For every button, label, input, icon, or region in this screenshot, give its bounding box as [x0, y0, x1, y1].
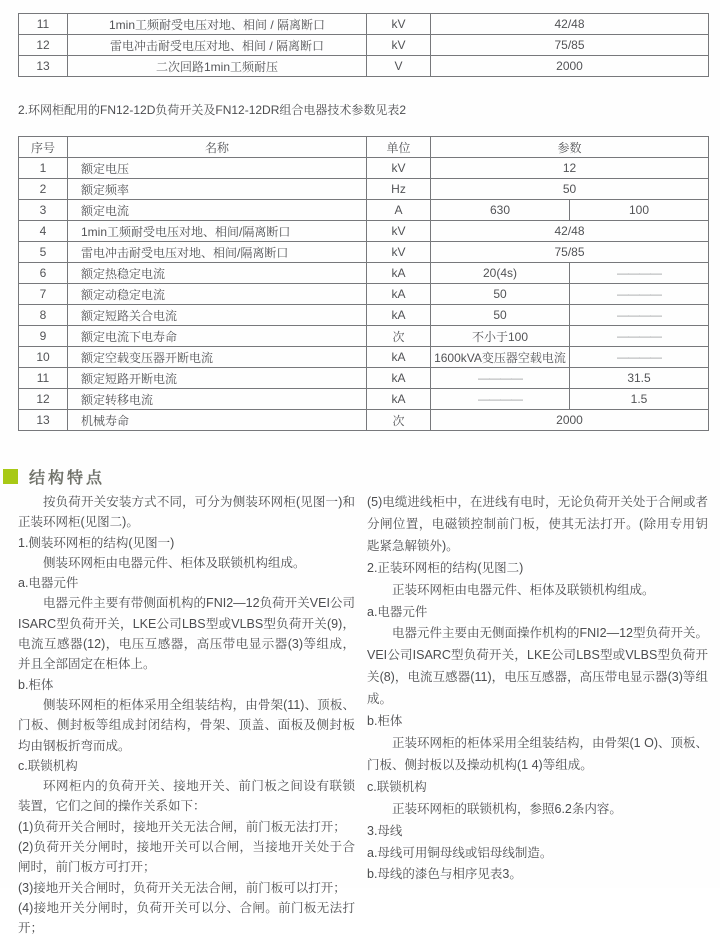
cell-no: 9	[19, 326, 68, 347]
cell-param-a: 50	[431, 284, 570, 305]
table-row	[19, 221, 709, 242]
cell-param-a: 不小于100	[431, 326, 570, 347]
paragraph: 侧装环网柜由电器元件、柜体及联锁机构组成。	[43, 555, 306, 570]
cell-no: 7	[19, 284, 68, 305]
cell-unit: kV	[367, 35, 431, 56]
cell-unit: 次	[367, 410, 431, 431]
cell-unit: kA	[367, 347, 431, 368]
cell-name: 额定电压	[68, 158, 367, 179]
cell-no: 11	[19, 14, 68, 35]
cell-param-a: ————	[431, 389, 570, 410]
cell-param-b: ————	[570, 263, 709, 284]
cell-unit: kA	[367, 263, 431, 284]
table-row	[19, 305, 709, 326]
paragraph: 正装环网柜由电器元件、柜体及联锁机构组成。	[392, 582, 655, 597]
cell-unit: kV	[367, 14, 431, 35]
table-row	[19, 368, 709, 389]
table-row	[19, 242, 709, 263]
cell-param: 2000	[431, 410, 709, 431]
cell-unit: A	[367, 200, 431, 221]
header-unit: 单位	[367, 137, 431, 158]
cell-unit: kA	[367, 389, 431, 410]
header-name: 名称	[68, 137, 367, 158]
section-title: 结构特点	[29, 470, 106, 487]
table-row	[19, 326, 709, 347]
cell-param: 42/48	[431, 14, 709, 35]
cell-unit: kV	[367, 221, 431, 242]
cell-no: 6	[19, 263, 68, 284]
cell-param-a: 630	[431, 200, 570, 221]
cell-unit: kA	[367, 368, 431, 389]
paragraph: 环网柜内的负荷开关、接地开关、前门板之间设有联锁装置，它们之间的操作关系如下：	[18, 779, 355, 814]
cell-no: 13	[19, 56, 68, 77]
cell-param: 12	[431, 158, 709, 179]
section-header	[3, 465, 105, 488]
cell-name: 额定短路开断电流	[68, 368, 367, 389]
paragraph: 电器元件主要由无侧面操作机构的FNI2—12型负荷开关。VEI公司ISARC型负荷开关，LKE公司LBS型或VLBS型负荷开关(8)，电流互感器(11)，电压互感器，高压带电显示器(3)等组成。	[367, 626, 708, 707]
cell-param: 75/85	[431, 242, 709, 263]
paragraph: a.电器元件	[18, 576, 79, 591]
cell-no: 12	[19, 35, 68, 56]
paragraph: (4)接地开关分闸时，负荷开关可以分、合闸。前门板无法打开；	[18, 900, 355, 936]
cell-param-b: ————	[570, 305, 709, 326]
left-text-column	[18, 492, 355, 939]
cell-name: 额定电流	[68, 200, 367, 221]
table-row	[19, 179, 709, 200]
table-row	[19, 263, 709, 284]
cell-no: 3	[19, 200, 68, 221]
cell-param-b: ————	[570, 347, 709, 368]
paragraph: (3)接地开关合闸时，负荷开关无法合闸，前门板可以打开；	[18, 880, 346, 895]
table-row	[19, 56, 709, 77]
cell-name: 额定电流下电寿命	[68, 326, 367, 347]
cell-param: 2000	[431, 56, 709, 77]
table-1-partial	[18, 13, 709, 77]
paragraph: 电器元件主要有带侧面机构的FNI2—12负荷开关VEI公司ISARC型负荷开关，LKE公司LBS型或VLBS型负荷开关(9)，电流互感器(12)，电压互感器，高压带电显示器(3)等组成，并且全部固定在柜体上。	[18, 596, 355, 672]
cell-name: 额定动稳定电流	[68, 284, 367, 305]
cell-no: 13	[19, 410, 68, 431]
table2-caption: 2.环网柜配用的FN12-12D负荷开关及FN12-12DR组合电器技术参数见表2	[18, 103, 407, 117]
paragraph: 1.侧装环网柜的结构(见图一)	[18, 535, 175, 550]
cell-unit: 次	[367, 326, 431, 347]
cell-param-b: ————	[570, 326, 709, 347]
paragraph: 侧装环网柜的柜体采用全组装结构，由骨架(11)、顶板、门板、侧封板等组成封闭结构，骨架、顶盖、面板及侧封板均由钢板折弯而成。	[18, 697, 355, 753]
paragraph: (5)电缆进线柜中，在进线有电时，无论负荷开关处于合闸或者分闸位置，电磁锁控制前门板，使其无法打开。(除用专用钥匙紧急解锁外)。	[367, 495, 708, 553]
table-row	[19, 410, 709, 431]
table-header-row	[19, 137, 709, 158]
cell-param-a: 1600kVA变压器空载电流	[431, 347, 570, 368]
cell-no: 5	[19, 242, 68, 263]
cell-no: 10	[19, 347, 68, 368]
cell-name: 1min工频耐受电压对地、相间/隔离断口	[68, 221, 367, 242]
cell-param-b: 31.5	[570, 368, 709, 389]
paragraph: c.联锁机构	[367, 779, 427, 794]
table-row	[19, 35, 709, 56]
cell-unit: Hz	[367, 179, 431, 200]
cell-name: 额定短路关合电流	[68, 305, 367, 326]
table-row	[19, 14, 709, 35]
cell-no: 11	[19, 368, 68, 389]
cell-name: 机械寿命	[68, 410, 367, 431]
cell-param-b: ————	[570, 284, 709, 305]
paragraph: a.电器元件	[367, 604, 428, 619]
cell-param-a: 20(4s)	[431, 263, 570, 284]
table-row	[19, 347, 709, 368]
table-row	[19, 158, 709, 179]
table-row	[19, 389, 709, 410]
cell-param-a: 50	[431, 305, 570, 326]
table-2	[18, 136, 709, 431]
paragraph: 按负荷开关安装方式不同，可分为侧装环网柜(见图一)和正装环网柜(见图二)。	[18, 495, 355, 530]
section-bullet-square-icon	[3, 469, 18, 484]
cell-unit: V	[367, 56, 431, 77]
right-text-column	[367, 492, 708, 886]
cell-name: 雷电冲击耐受电压对地、相间 / 隔离断口	[68, 35, 367, 56]
paragraph: 正装环网柜的柜体采用全组装结构，由骨架(1 O)、顶板、门板、侧封板以及操动机构(1 4)等组成。	[367, 735, 708, 772]
cell-no: 8	[19, 305, 68, 326]
cell-param: 75/85	[431, 35, 709, 56]
header-no: 序号	[19, 137, 68, 158]
cell-name: 额定空载变压器开断电流	[68, 347, 367, 368]
paragraph: (2)负荷开关分闸时，接地开关可以合闸，当接地开关处于合闸时，前门板方可打开；	[18, 840, 355, 875]
cell-name: 1min工频耐受电压对地、相间 / 隔离断口	[68, 14, 367, 35]
table-row	[19, 200, 709, 221]
paragraph: 3.母线	[367, 823, 403, 838]
cell-unit: kV	[367, 242, 431, 263]
paragraph: 正装环网柜的联锁机构，参照6.2条内容。	[392, 801, 622, 816]
paragraph: a.母线可用铜母线或铝母线制造。	[367, 845, 553, 860]
cell-param: 50	[431, 179, 709, 200]
header-param: 参数	[431, 137, 709, 158]
paragraph: b.柜体	[18, 677, 54, 692]
cell-unit: kA	[367, 284, 431, 305]
cell-name: 额定转移电流	[68, 389, 367, 410]
cell-param-b: 100	[570, 200, 709, 221]
cell-no: 12	[19, 389, 68, 410]
paragraph: (1)负荷开关合闸时，接地开关无法合闸，前门板无法打开；	[18, 819, 346, 834]
paragraph: c.联锁机构	[18, 758, 78, 773]
cell-no: 2	[19, 179, 68, 200]
cell-param: 42/48	[431, 221, 709, 242]
table-row	[19, 284, 709, 305]
cell-name: 雷电冲击耐受电压对地、相间/隔离断口	[68, 242, 367, 263]
cell-no: 1	[19, 158, 68, 179]
cell-param-b: 1.5	[570, 389, 709, 410]
paragraph: b.柜体	[367, 714, 403, 729]
cell-name: 额定热稳定电流	[68, 263, 367, 284]
cell-unit: kV	[367, 158, 431, 179]
cell-name: 二次回路1min工频耐压	[68, 56, 367, 77]
cell-no: 4	[19, 221, 68, 242]
cell-unit: kA	[367, 305, 431, 326]
paragraph: b.母线的漆色与相序见表3。	[367, 867, 522, 882]
cell-name: 额定频率	[68, 179, 367, 200]
paragraph: 2.正装环网柜的结构(见图二)	[367, 560, 524, 575]
cell-param-a: ————	[431, 368, 570, 389]
